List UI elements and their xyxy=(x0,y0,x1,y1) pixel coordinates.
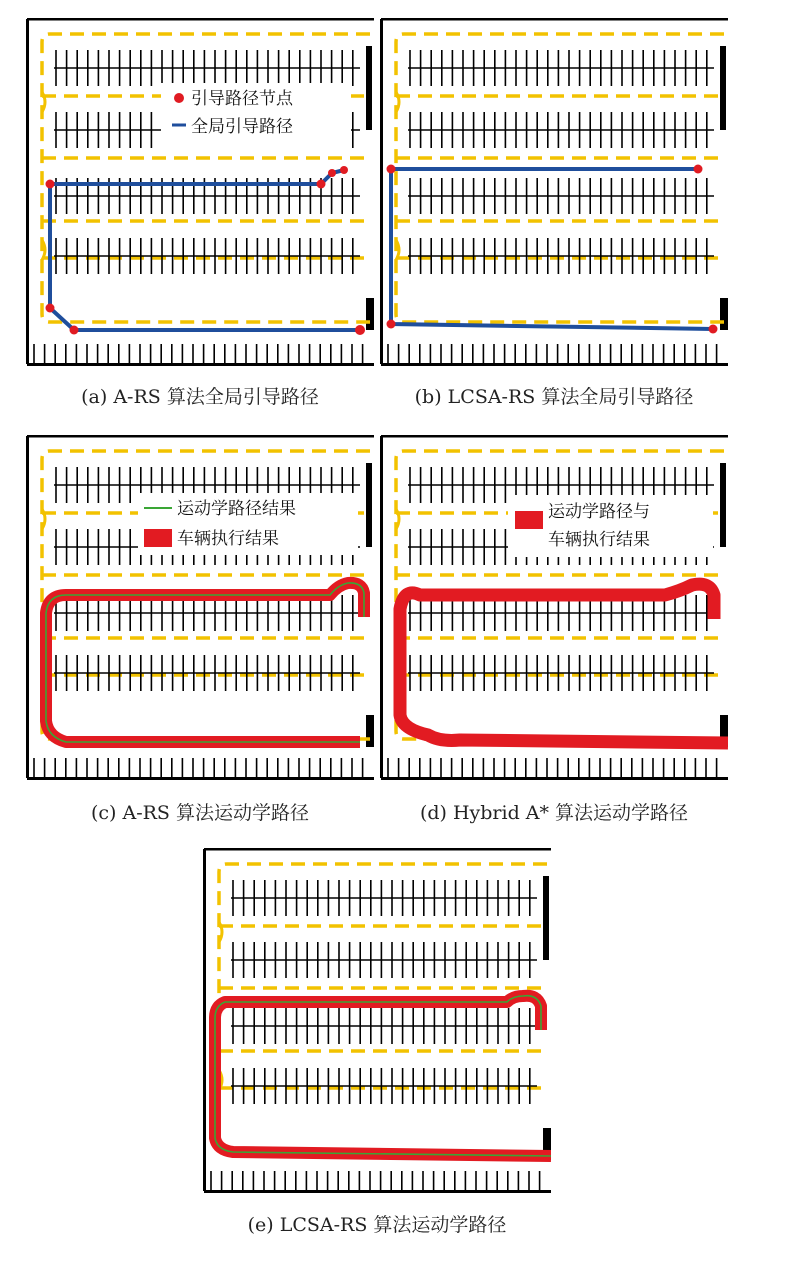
panel-c-map xyxy=(26,435,374,780)
caption-a: (a) A-RS 算法全局引导路径 xyxy=(81,386,319,408)
lane-notch xyxy=(396,92,399,112)
caption-e: (e) LCSA-RS 算法运动学路径 xyxy=(247,1214,507,1236)
panel-b-map xyxy=(380,18,728,366)
guide-node xyxy=(46,304,55,313)
lane-notch xyxy=(42,509,45,529)
guide-nodes-a xyxy=(46,166,366,335)
panel-e xyxy=(203,848,551,1193)
wall-segment xyxy=(366,46,372,130)
panel-e-map xyxy=(203,848,551,1193)
parking-lot-d xyxy=(381,436,728,779)
lane-notch xyxy=(396,509,399,529)
panel-a-map xyxy=(26,18,374,366)
wall-segment xyxy=(366,463,372,547)
caption-b: (b) LCSA-RS 算法全局引导路径 xyxy=(414,386,694,408)
guide-node xyxy=(70,326,79,335)
guide-node xyxy=(46,180,55,189)
legend-label-c-0: 运动学路径结果 xyxy=(177,499,296,519)
parking-lot-b xyxy=(381,19,728,365)
wall-segment xyxy=(366,298,374,330)
guide-node xyxy=(355,325,365,335)
parking-lot-e xyxy=(204,849,551,1192)
guide-node xyxy=(328,169,336,177)
lane-notch xyxy=(219,922,222,942)
parking-lot-c xyxy=(27,436,374,779)
caption-d: (d) Hybrid A* 算法运动学路径 xyxy=(419,802,689,824)
panel-c xyxy=(26,435,374,780)
wall-segment xyxy=(366,715,374,747)
red-block-icon xyxy=(144,529,172,547)
guide-node xyxy=(340,166,348,174)
guide-nodes-b xyxy=(387,165,718,334)
guide-node xyxy=(387,165,396,174)
panel-d xyxy=(380,435,728,780)
wall-segment xyxy=(720,46,726,130)
panel-d-map xyxy=(380,435,728,780)
legend-label-a-0: 引导路径节点 xyxy=(191,89,293,109)
legend-label-d-0: 运动学路径与 xyxy=(548,502,650,522)
legend-label-d-1: 车辆执行结果 xyxy=(548,530,650,550)
wall-segment xyxy=(720,463,726,547)
panel-b xyxy=(380,18,728,366)
red-block-icon xyxy=(515,511,543,529)
guide-node xyxy=(709,325,718,334)
wall-segment xyxy=(543,876,549,960)
vehicle-swept-d xyxy=(400,584,728,743)
guide-node xyxy=(317,180,326,189)
lane-notch xyxy=(42,92,45,112)
red-dot-icon xyxy=(174,93,184,103)
panel-a xyxy=(26,18,374,366)
guide-node xyxy=(387,320,396,329)
caption-c: (c) A-RS 算法运动学路径 xyxy=(90,802,309,824)
parking-lot-a xyxy=(27,19,374,365)
legend-label-c-1: 车辆执行结果 xyxy=(177,529,279,549)
guide-node xyxy=(694,165,703,174)
wall-segment xyxy=(720,298,728,330)
legend-label-a-1: 全局引导路径 xyxy=(191,117,293,137)
